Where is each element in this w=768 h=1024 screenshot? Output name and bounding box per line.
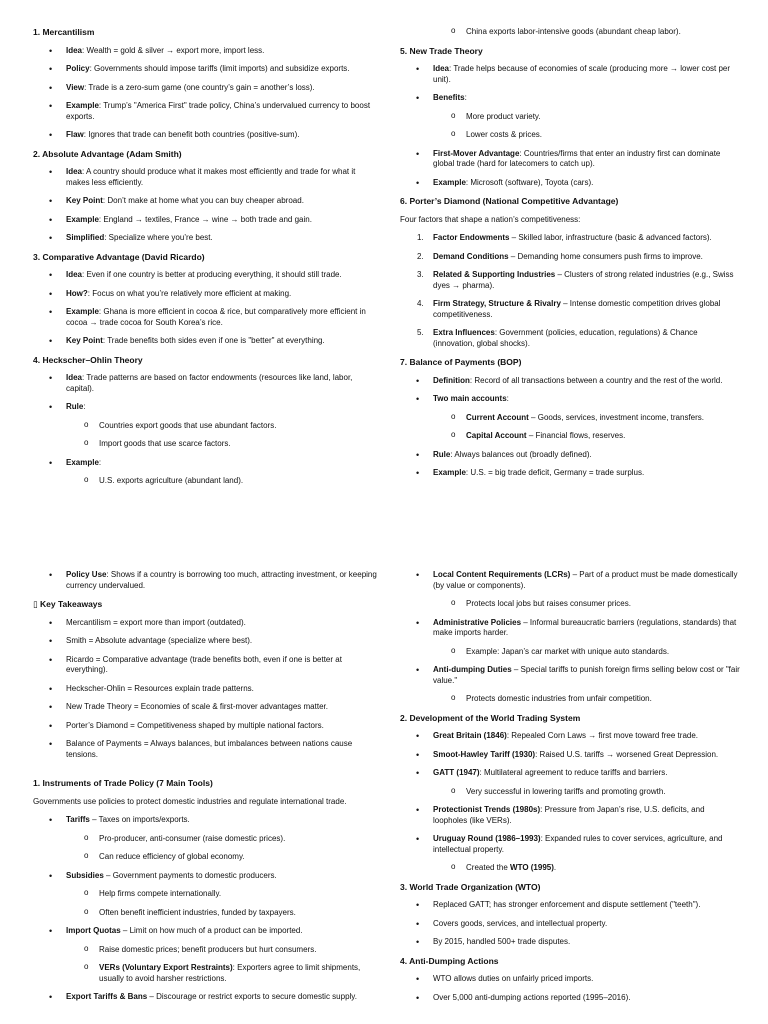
section-heading-heckscher-ohlin: 4. Heckscher–Ohlin Theory <box>33 354 143 365</box>
paragraph: Four factors that shape a nation’s competitiveness: <box>400 214 581 224</box>
list-item: • Smoot-Hawley Tariff (1930): Raised U.S. tariffs → worsened Great Depression. <box>400 750 740 761</box>
sub-list-item: o Example: Japan’s car market with unique auto standards. <box>400 647 740 658</box>
sub-list-item: o Lower costs & prices. <box>400 130 740 141</box>
sub-list-item: o Pro-producer, anti-consumer (raise domestic prices). <box>33 834 378 845</box>
list-item: • WTO allows duties on unfairly priced imports. <box>400 974 740 985</box>
sub-list-item: o VERs (Voluntary Export Restraints): Exporters agree to limit shipments, usually to avoid harsher restrictions. <box>33 963 378 984</box>
paragraph: Governments use policies to protect domestic industries and regulate international trade. <box>33 796 347 806</box>
sub-list-item: o U.S. exports agriculture (abundant land). <box>33 476 378 487</box>
list-item: • Example: Microsoft (software), Toyota (cars). <box>400 178 740 189</box>
bottom-right-column <box>400 570 740 1011</box>
section-heading-wto: 3. World Trade Organization (WTO) <box>400 881 541 892</box>
list-item: • Balance of Payments = Always balances, but imbalances between nations cause tensions. <box>33 739 378 760</box>
sub-list-item: o Very successful in lowering tariffs and promoting growth. <box>400 787 740 798</box>
list-item: • Idea: Wealth = gold & silver → export more, import less. <box>33 46 378 57</box>
section-heading-balance-of-payments: 7. Balance of Payments (BOP) <box>400 357 522 367</box>
list-item: • How?: Focus on what you’re relatively more efficient at making. <box>33 289 378 300</box>
list-item: • Policy: Governments should impose tariffs (limit imports) and subsidize exports. <box>33 64 378 75</box>
list-item: • Benefits: <box>400 93 740 104</box>
sub-list-item: o Raise domestic prices; benefit producers but hurt consumers. <box>33 945 378 956</box>
list-item: • Mercantilism = export more than import (outdated). <box>33 618 378 629</box>
sub-list-item: o Current Account – Goods, services, investment income, transfers. <box>400 413 740 424</box>
list-item: • Heckscher-Ohlin = Resources explain trade patterns. <box>33 684 378 695</box>
list-item: • Administrative Policies – Informal bureaucratic barriers (regulations, standards) that make imports harder. <box>400 618 740 639</box>
list-item: • Definition: Record of all transactions between a country and the rest of the world. <box>400 376 740 387</box>
section-heading-mercantilism: 1. Mercantilism <box>33 27 95 37</box>
list-item: • Idea: A country should produce what it makes most efficiently and trade for what it makes less efficiently. <box>33 167 378 188</box>
list-item: • Idea: Trade helps because of economies of scale (producing more → lower cost per unit). <box>400 64 740 85</box>
list-item: • Protectionist Trends (1980s): Pressure from Japan’s rise, U.S. deficits, and loopholes (like VERs). <box>400 805 740 826</box>
list-item: • Smith = Absolute advantage (specialize where best). <box>33 636 378 647</box>
list-item: • Great Britain (1846): Repealed Corn Laws → first move toward free trade. <box>400 731 740 742</box>
sub-list-item: o Can reduce efficiency of global economy. <box>33 852 378 863</box>
bottom-left-column <box>33 570 378 1011</box>
numbered-item: 5. Extra Influences: Government (policies, education, regulations) & Chance (innovation, global shocks). <box>417 328 698 348</box>
list-item: • Policy Use: Shows if a country is borrowing too much, attracting investment, or keeping currency undervalued. <box>33 570 378 591</box>
list-item: • Idea: Even if one country is better at producing everything, it should still trade. <box>33 270 378 281</box>
top-left-column <box>33 27 378 495</box>
list-item: • Local Content Requirements (LCRs) – Part of a product must be made domestically (by value or components). <box>400 570 740 591</box>
list-item: • New Trade Theory = Economies of scale & first-mover advantages matter. <box>33 702 378 713</box>
section-heading-key-takeaways: ▯ Key Takeaways <box>33 599 103 609</box>
list-item: • Example: U.S. = big trade deficit, Germany = trade surplus. <box>400 468 740 479</box>
list-item: • Porter’s Diamond = Competitiveness shaped by multiple national factors. <box>33 721 378 732</box>
list-item: • View: Trade is a zero-sum game (one country’s gain = another’s loss). <box>33 83 378 94</box>
list-item: • Over 5,000 anti-dumping actions reported (1995–2016). <box>400 993 740 1004</box>
numbered-item: 3. Related & Supporting Industries – Clusters of strong related industries (e.g., Swiss dyes → pharma). <box>417 270 734 290</box>
sub-list-item: o Countries export goods that use abundant factors. <box>33 421 378 432</box>
list-item: • Tariffs – Taxes on imports/exports. <box>33 815 378 826</box>
list-item: • Subsidies – Government payments to domestic producers. <box>33 871 378 882</box>
list-item: • Ricardo = Comparative advantage (trade benefits both, even if one is better at everything). <box>33 655 378 676</box>
list-item: • Example: Trump’s "America First" trade policy, China’s undervalued currency to boost exports. <box>33 101 378 122</box>
list-item: • Idea: Trade patterns are based on factor endowments (resources like land, labor, capital). <box>33 373 378 394</box>
list-item: • By 2015, handled 500+ trade disputes. <box>400 937 740 948</box>
sub-list-item: o Protects local jobs but raises consumer prices. <box>400 599 740 610</box>
numbered-item: 4. Firm Strategy, Structure & Rivalry – Intense domestic competition drives global competitiveness. <box>417 299 721 319</box>
list-item: • Simplified: Specialize where you’re best. <box>33 233 378 244</box>
list-item: • Two main accounts: <box>400 394 740 405</box>
section-heading-porters-diamond: 6. Porter’s Diamond (National Competitive Advantage) <box>400 196 619 206</box>
list-item: • Covers goods, services, and intellectual property. <box>400 919 740 930</box>
sub-list-item: o Created the WTO (1995). <box>400 863 740 874</box>
sub-list-item: o Often benefit inefficient industries, funded by taxpayers. <box>33 908 378 919</box>
list-item: • Export Tariffs & Bans – Discourage or restrict exports to secure domestic supply. <box>33 992 378 1003</box>
sub-list-item: o Capital Account – Financial flows, reserves. <box>400 431 740 442</box>
numbered-item: 1. Factor Endowments – Skilled labor, infrastructure (basic & advanced factors). <box>417 233 712 242</box>
list-item: • First-Mover Advantage: Countries/firms that enter an industry first can dominate global trade (hard for latecomers to catch up). <box>400 149 740 170</box>
list-item: • Flaw: Ignores that trade can benefit both countries (positive-sum). <box>33 130 378 141</box>
list-item: • Key Point: Don’t make at home what you can buy cheaper abroad. <box>33 196 378 207</box>
list-item: • Replaced GATT; has stronger enforcement and dispute settlement ("teeth"). <box>400 900 740 911</box>
sub-list-item: o China exports labor-intensive goods (abundant cheap labor). <box>400 27 740 38</box>
sub-list-item: o Help firms compete internationally. <box>33 889 378 900</box>
sub-list-item: o More product variety. <box>400 112 740 123</box>
sub-list-item: o Protects domestic industries from unfair competition. <box>400 694 740 705</box>
section-heading-instruments-of-trade-policy: 1. Instruments of Trade Policy (7 Main Tools) <box>33 778 213 788</box>
list-item: • Example: England → textiles, France → wine → both trade and gain. <box>33 215 378 226</box>
list-item: • Key Point: Trade benefits both sides even if one is "better" at everything. <box>33 336 378 347</box>
top-right-column <box>400 27 740 487</box>
list-item: • GATT (1947): Multilateral agreement to reduce tariffs and barriers. <box>400 768 740 779</box>
section-heading-new-trade-theory: 5. New Trade Theory <box>400 45 483 56</box>
section-heading-anti-dumping-actions: 4. Anti-Dumping Actions <box>400 955 499 966</box>
section-heading-world-trading-system: 2. Development of the World Trading System <box>400 712 581 723</box>
list-item: • Rule: Always balances out (broadly defined). <box>400 450 740 461</box>
list-item: • Uruguay Round (1986–1993): Expanded rules to cover services, agriculture, and intellectual property. <box>400 834 740 855</box>
list-item: • Anti-dumping Duties – Special tariffs to punish foreign firms selling below cost or "fair value." <box>400 665 740 686</box>
numbered-item: 2. Demand Conditions – Demanding home consumers push firms to improve. <box>417 251 703 261</box>
list-item: • Example: Ghana is more efficient in cocoa & rice, but comparatively more efficient in cocoa → trade cocoa for South Korea’s rice. <box>33 307 378 328</box>
list-item: • Rule: <box>33 402 378 413</box>
list-item: • Example: <box>33 458 378 469</box>
section-heading-absolute-advantage: 2. Absolute Advantage (Adam Smith) <box>33 148 182 159</box>
list-item: • Import Quotas – Limit on how much of a product can be imported. <box>33 926 378 937</box>
sub-list-item: o Import goods that use scarce factors. <box>33 439 378 450</box>
section-heading-comparative-advantage: 3. Comparative Advantage (David Ricardo) <box>33 251 205 262</box>
